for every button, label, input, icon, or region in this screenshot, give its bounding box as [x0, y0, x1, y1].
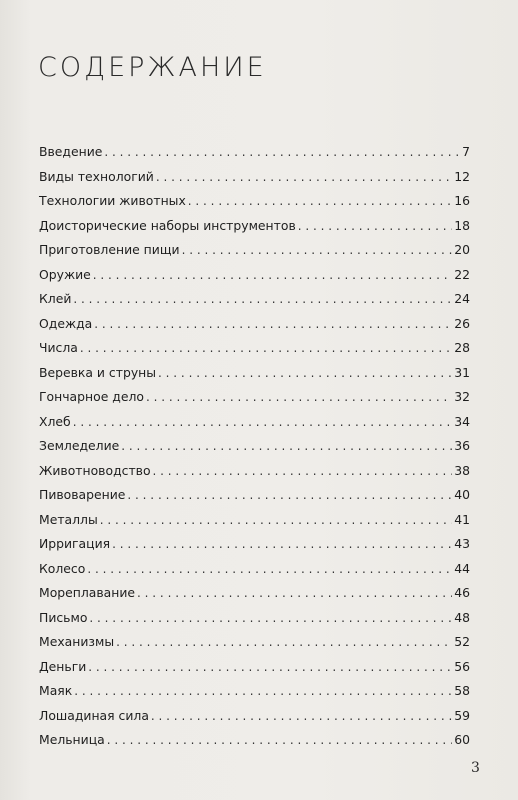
dot-leader — [112, 537, 452, 551]
toc-entry-page: 18 — [454, 217, 470, 233]
dot-leader — [107, 733, 453, 747]
toc-entry-page: 52 — [454, 634, 470, 649]
toc-entry-page: 40 — [454, 487, 470, 502]
dot-leader — [153, 464, 453, 478]
dot-leader — [94, 317, 452, 331]
page-title: СОДЕРЖАНИЕ — [38, 52, 267, 83]
toc-entry — [39, 561, 470, 586]
toc-entry — [39, 316, 470, 341]
toc-entry — [39, 291, 470, 316]
dot-leader — [182, 243, 453, 257]
toc-entry-title: Животноводство — [39, 462, 151, 478]
toc-entry-page: 59 — [454, 707, 470, 723]
toc-entry-title: Деньги — [39, 658, 87, 674]
toc-entry-title: Мельница — [39, 732, 105, 747]
toc-entry-page: 36 — [454, 438, 470, 453]
toc-entry — [39, 267, 470, 292]
toc-entry-page: 32 — [454, 389, 470, 404]
toc-entry-page: 58 — [454, 683, 470, 698]
toc-entry-page: 38 — [454, 462, 470, 478]
toc-entry-title: Числа — [39, 340, 78, 355]
toc-entry — [39, 536, 470, 561]
toc-entry-title: Механизмы — [39, 634, 115, 649]
toc-entry — [39, 414, 470, 439]
toc-entry-title: Земледелие — [39, 438, 120, 453]
toc-entry-page: 48 — [454, 609, 470, 625]
dot-leader — [104, 145, 460, 159]
dot-leader — [298, 219, 452, 233]
toc-entry — [39, 218, 470, 243]
toc-entry-title: Металлы — [39, 511, 98, 527]
toc-entry-title: Гончарное дело — [39, 389, 144, 404]
toc-entry — [39, 169, 470, 194]
dot-leader — [100, 513, 452, 527]
toc-entry-title: Пивоварение — [39, 487, 126, 502]
toc-entry — [39, 340, 470, 365]
toc-entry-page: 24 — [454, 291, 470, 306]
toc-entry-title: Оружие — [39, 266, 91, 282]
toc-entry-title: Колесо — [39, 560, 86, 576]
toc-entry-page: 31 — [454, 364, 470, 380]
toc-entry-title: Хлеб — [39, 413, 71, 429]
toc-entry-title: Маяк — [39, 683, 73, 698]
toc-entry-title: Одежда — [39, 315, 93, 331]
toc-entry-title: Виды технологий — [39, 168, 154, 184]
toc-entry-title: Мореплавание — [39, 585, 136, 600]
table-of-contents — [39, 144, 470, 757]
toc-entry-page: 22 — [454, 266, 470, 282]
toc-entry-title: Лошадиная сила — [39, 707, 149, 723]
dot-leader — [127, 488, 452, 502]
toc-entry-page: 26 — [454, 315, 470, 331]
toc-entry-page: 28 — [454, 340, 470, 355]
page-number: 3 — [471, 760, 480, 776]
toc-entry — [39, 193, 470, 218]
dot-leader — [93, 268, 452, 282]
toc-entry — [39, 463, 470, 488]
toc-entry — [39, 659, 470, 684]
dot-leader — [151, 709, 452, 723]
dot-leader — [146, 390, 452, 404]
toc-entry — [39, 585, 470, 610]
toc-entry — [39, 708, 470, 733]
toc-entry-title: Письмо — [39, 609, 88, 625]
toc-entry — [39, 732, 470, 757]
dot-leader — [87, 562, 452, 576]
toc-entry — [39, 487, 470, 512]
dot-leader — [137, 586, 452, 600]
toc-entry — [39, 610, 470, 635]
dot-leader — [188, 194, 452, 208]
toc-entry-page: 7 — [462, 144, 470, 159]
dot-leader — [156, 170, 452, 184]
dot-leader — [80, 341, 452, 355]
toc-entry-title: Технологии животных — [39, 193, 186, 208]
toc-entry-page: 41 — [454, 511, 470, 527]
toc-entry-page: 12 — [454, 168, 470, 184]
dot-leader — [116, 635, 452, 649]
toc-entry-page: 34 — [454, 413, 470, 429]
toc-entry — [39, 389, 470, 414]
toc-entry-page: 44 — [454, 560, 470, 576]
toc-entry-title: Доисторические наборы инструментов — [39, 217, 296, 233]
dot-leader — [74, 684, 452, 698]
toc-entry-title: Веревка и струны — [39, 364, 157, 380]
toc-entry-page: 43 — [454, 536, 470, 551]
toc-entry-page: 60 — [454, 732, 470, 747]
dot-leader — [121, 439, 452, 453]
toc-entry — [39, 438, 470, 463]
toc-entry-page: 56 — [454, 658, 470, 674]
toc-entry — [39, 683, 470, 708]
toc-entry-title: Ирригация — [39, 536, 111, 551]
toc-entry-page: 46 — [454, 585, 470, 600]
toc-entry-title: Введение — [39, 144, 103, 159]
toc-entry — [39, 242, 470, 267]
dot-leader — [88, 660, 452, 674]
toc-entry-title: Клей — [39, 291, 72, 306]
dot-leader — [89, 611, 452, 625]
toc-entry — [39, 144, 470, 169]
toc-entry — [39, 365, 470, 390]
toc-entry — [39, 634, 470, 659]
dot-leader — [158, 366, 452, 380]
toc-entry-title: Приготовление пищи — [39, 242, 180, 257]
toc-entry-page: 16 — [454, 193, 470, 208]
dot-leader — [73, 415, 453, 429]
toc-entry-page: 20 — [454, 242, 470, 257]
toc-entry — [39, 512, 470, 537]
dot-leader — [73, 292, 452, 306]
